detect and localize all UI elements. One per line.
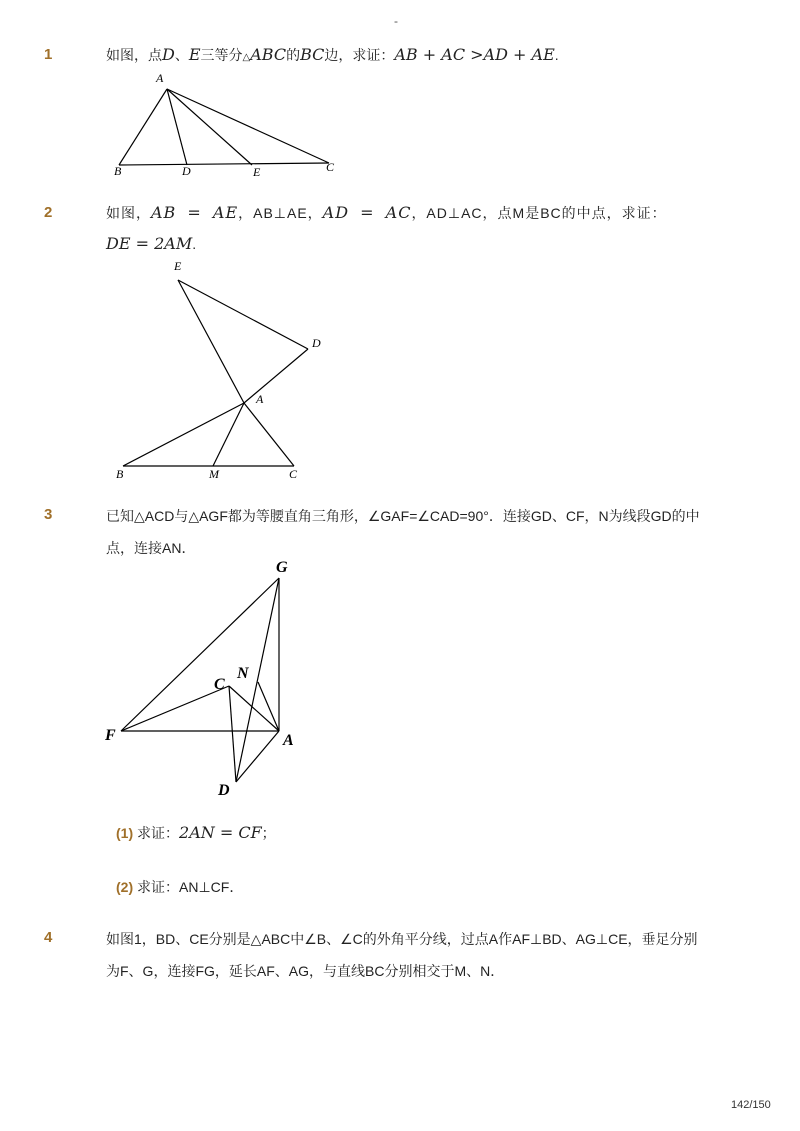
segment-da <box>244 349 308 403</box>
problem-text-line2: 点，连接AN． <box>106 540 196 556</box>
segment-ab <box>123 403 244 466</box>
point-label-m: M <box>209 467 219 481</box>
point-label-e: E <box>174 259 182 273</box>
point-label-g: G <box>276 559 288 576</box>
sub-question-label: (2) <box>116 879 134 895</box>
formula: AB + AC >AD + AE <box>394 45 555 64</box>
point-label-b: B <box>116 467 124 481</box>
point-label-a: A <box>256 392 264 406</box>
page-number: 142/150 <box>731 1099 771 1111</box>
formula: 2AN = CF <box>179 823 262 842</box>
point-label-d: D <box>218 782 230 799</box>
point-label-c: C <box>289 467 298 481</box>
formula: DE = 2AM <box>106 234 193 253</box>
problem-text: 如图，AB = AE，AB⊥AE，AD = AC，AD⊥AC，点M是BC的中点，求证： <box>106 203 667 222</box>
segment-fc <box>121 686 229 731</box>
sub-question-1: (1) 求证：2AN = CF； <box>116 823 276 842</box>
point-label-c: C <box>214 676 225 693</box>
point-label-n: N <box>237 665 249 682</box>
sub-question-2: (2) 求证：AN⊥CF． <box>116 879 244 895</box>
segment-ae <box>167 89 252 165</box>
point-label-a: A <box>283 732 294 749</box>
point-label-f: F <box>105 727 116 744</box>
problem-text-line2: DE = 2AM. <box>106 234 197 253</box>
problem-text-line2: 为F、G，连接FG，延长AF、AG，与直线BC分别相交于M、N． <box>106 963 505 979</box>
formula: AB = AE <box>151 203 239 222</box>
segment-ac <box>244 403 294 466</box>
point-label-b: B <box>114 164 122 178</box>
problem-text: 已知△ACD与△AGF都为等腰直角三角形，∠GAF=∠CAD=90°．连接GD、CF，N为线段GD的中 <box>106 508 700 524</box>
figure-isosceles-right-triangles <box>100 556 310 801</box>
problem-text: 如图1，BD、CE分别是△ABC中∠B、∠C的外角平分线，过点A作AF⊥BD、AG⊥CE，垂足分别 <box>106 931 698 947</box>
formula: AD = AC <box>322 203 412 222</box>
point-label-a: A <box>156 71 164 85</box>
segment-ab <box>119 89 167 165</box>
segment-ac <box>167 89 329 163</box>
point-label-c: C <box>326 160 335 174</box>
problem-number: 2 <box>44 204 53 221</box>
figure-triangle-abc <box>110 68 350 183</box>
point-label-d: D <box>312 336 321 350</box>
point-label-d: D <box>182 164 191 178</box>
sub-question-label: (1) <box>116 825 134 841</box>
segment-ca <box>229 686 279 731</box>
problem-number: 4 <box>44 929 53 946</box>
segment-na <box>258 682 279 731</box>
segment-gf <box>121 578 279 731</box>
header-mark: - <box>394 14 398 28</box>
segment-ea <box>178 280 244 403</box>
segment-ed <box>178 280 308 349</box>
problem-text: 如图，点D、E三等分△ABC的BC边，求证：AB + AC >AD + AE. <box>106 45 559 64</box>
segment-ad <box>236 731 279 782</box>
segment-am <box>213 403 244 466</box>
figure-quadrilateral <box>110 255 330 485</box>
point-label-e: E <box>253 165 261 179</box>
problem-number: 3 <box>44 506 53 523</box>
segment-cd <box>229 686 236 782</box>
segment-ad <box>167 89 187 165</box>
segment-bc <box>119 163 329 165</box>
problem-number: 1 <box>44 46 53 63</box>
